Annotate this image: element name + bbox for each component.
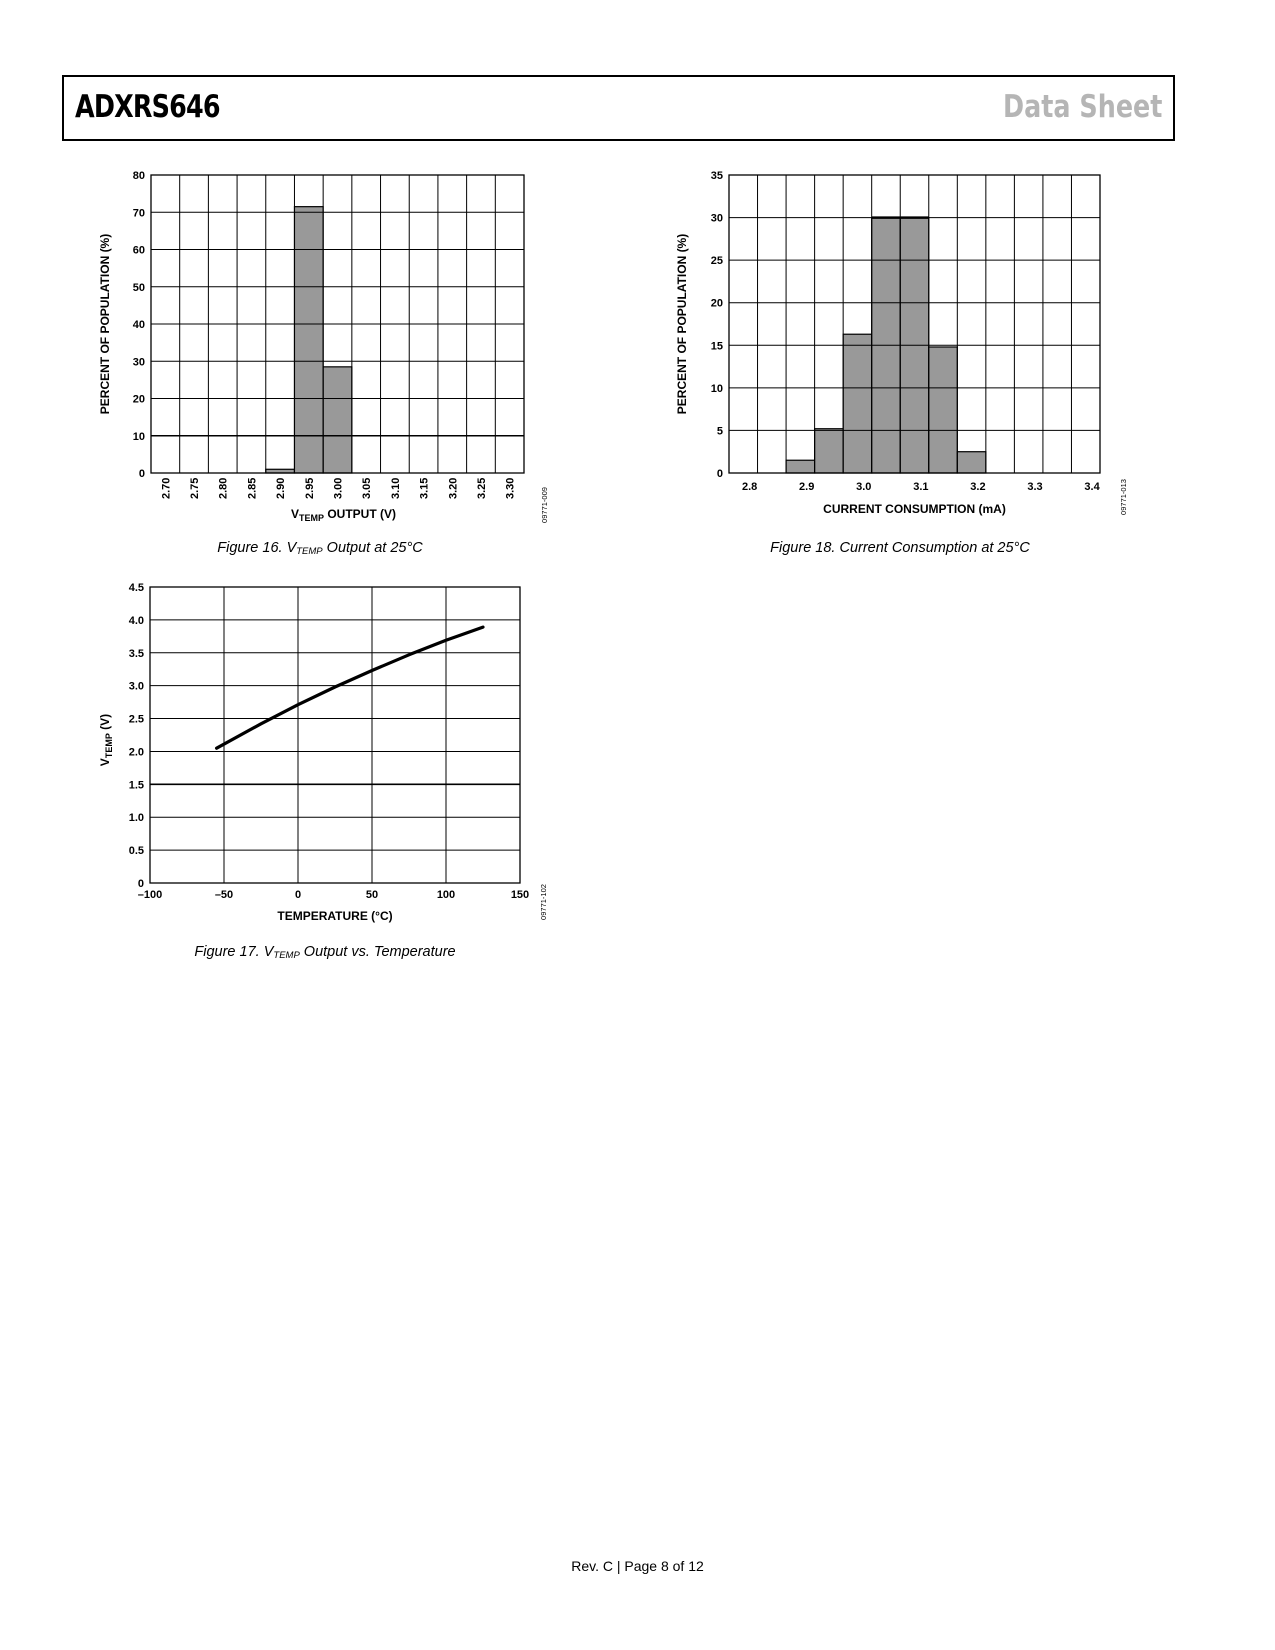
- x-tick-label: 3.25: [475, 477, 488, 499]
- y-tick-label: 4.5: [128, 582, 144, 594]
- x-tick-label: 2.80: [217, 477, 230, 499]
- y-tick-label: 60: [132, 244, 145, 257]
- vtemp-curve: [217, 627, 483, 748]
- x-tick-label: –100: [137, 889, 163, 901]
- y-tick-label: 0: [137, 878, 144, 890]
- x-tick-label: 3.05: [361, 477, 374, 499]
- y-tick-label: 2.5: [128, 713, 144, 726]
- x-tick-label: 50: [365, 889, 379, 901]
- y-tick-label: 5: [716, 425, 723, 438]
- x-tick-label: 2.75: [189, 477, 202, 499]
- y-tick-label: 20: [132, 393, 145, 406]
- x-tick-label: 3.4: [1084, 481, 1100, 493]
- y-axis-label: PERCENT OF POPULATION (%): [675, 233, 689, 415]
- x-tick-label: 3.0: [856, 481, 872, 493]
- x-tick-label: 2.85: [246, 477, 259, 499]
- histogram-bar: [957, 452, 986, 473]
- fig17-plot-frame: [150, 587, 520, 883]
- y-tick-label: 0: [138, 468, 145, 480]
- y-axis-label: $V_{TEMP}$ (V): [98, 713, 114, 767]
- x-tick-label: 2.70: [160, 477, 173, 499]
- histogram-bar: [843, 334, 872, 473]
- x-tick-label: 100: [436, 889, 456, 901]
- y-tick-label: 1.0: [128, 812, 144, 825]
- y-tick-label: 1.5: [128, 779, 144, 792]
- document-type: Data Sheet: [1002, 89, 1162, 125]
- x-tick-label: 2.95: [303, 477, 316, 499]
- histogram-bar: [815, 429, 844, 473]
- y-tick-label: 50: [132, 281, 145, 294]
- figure-18-chart: [0, 0, 1140, 530]
- x-tick-label: 3.00: [332, 477, 345, 499]
- x-tick-label: 150: [510, 889, 530, 901]
- y-tick-label: 4.0: [128, 614, 144, 627]
- x-tick-label: –50: [214, 889, 234, 901]
- figure-18: [0, 0, 1140, 535]
- y-tick-label: 80: [132, 170, 145, 182]
- y-tick-label: 10: [710, 382, 723, 395]
- y-tick-label: 30: [710, 212, 723, 225]
- y-tick-label: 0.5: [128, 845, 144, 858]
- figure-code: 09771-102: [539, 884, 548, 920]
- y-tick-label: 20: [710, 297, 723, 310]
- x-tick-label: 2.90: [275, 477, 288, 499]
- x-tick-label: 3.2: [970, 481, 986, 493]
- x-tick-label: 3.20: [447, 477, 460, 499]
- y-tick-label: 35: [710, 170, 723, 182]
- y-tick-label: 30: [132, 356, 145, 369]
- figure-code: 09771-013: [1119, 479, 1128, 515]
- figure-16-caption: Figure 16. $V_{TEMP}$ Output at 25°C: [217, 540, 423, 557]
- x-tick-label: 3.10: [389, 477, 402, 499]
- y-tick-label: 0: [716, 468, 723, 480]
- x-axis-label: TEMPERATURE (°C): [277, 909, 393, 923]
- x-tick-label: 3.15: [418, 477, 431, 499]
- y-axis-label: PERCENT OF POPULATION (%): [98, 233, 112, 415]
- y-tick-label: 3.5: [128, 647, 144, 660]
- x-axis-label: $V_{TEMP}$ OUTPUT (V): [290, 507, 397, 523]
- product-name: ADXRS646: [75, 89, 220, 125]
- x-axis-label: CURRENT CONSUMPTION (mA): [823, 502, 1006, 516]
- y-tick-label: 25: [710, 255, 723, 268]
- x-tick-label: 2.8: [741, 481, 758, 493]
- histogram-bar: [786, 460, 815, 473]
- histogram-bar: [929, 347, 958, 473]
- y-tick-label: 40: [132, 319, 145, 331]
- y-tick-label: 15: [710, 340, 723, 353]
- x-tick-label: 2.9: [799, 481, 815, 493]
- figure-17-caption: Figure 17. $V_{TEMP}$ Output vs. Temperature: [194, 944, 456, 961]
- x-tick-label: 3.30: [504, 477, 517, 499]
- x-tick-label: 3.3: [1027, 481, 1043, 493]
- figure-code: 09771-009: [540, 487, 549, 523]
- figure-18-caption: Figure 18. Current Consumption at 25°C: [770, 540, 1030, 556]
- page-footer: Rev. C | Page 8 of 12: [571, 1558, 704, 1574]
- y-tick-label: 2.0: [128, 746, 144, 759]
- y-tick-label: 70: [132, 207, 145, 220]
- x-tick-label: 0: [294, 889, 302, 901]
- y-tick-label: 10: [132, 430, 145, 443]
- x-tick-label: 3.1: [913, 481, 929, 493]
- y-tick-label: 3.0: [128, 680, 144, 693]
